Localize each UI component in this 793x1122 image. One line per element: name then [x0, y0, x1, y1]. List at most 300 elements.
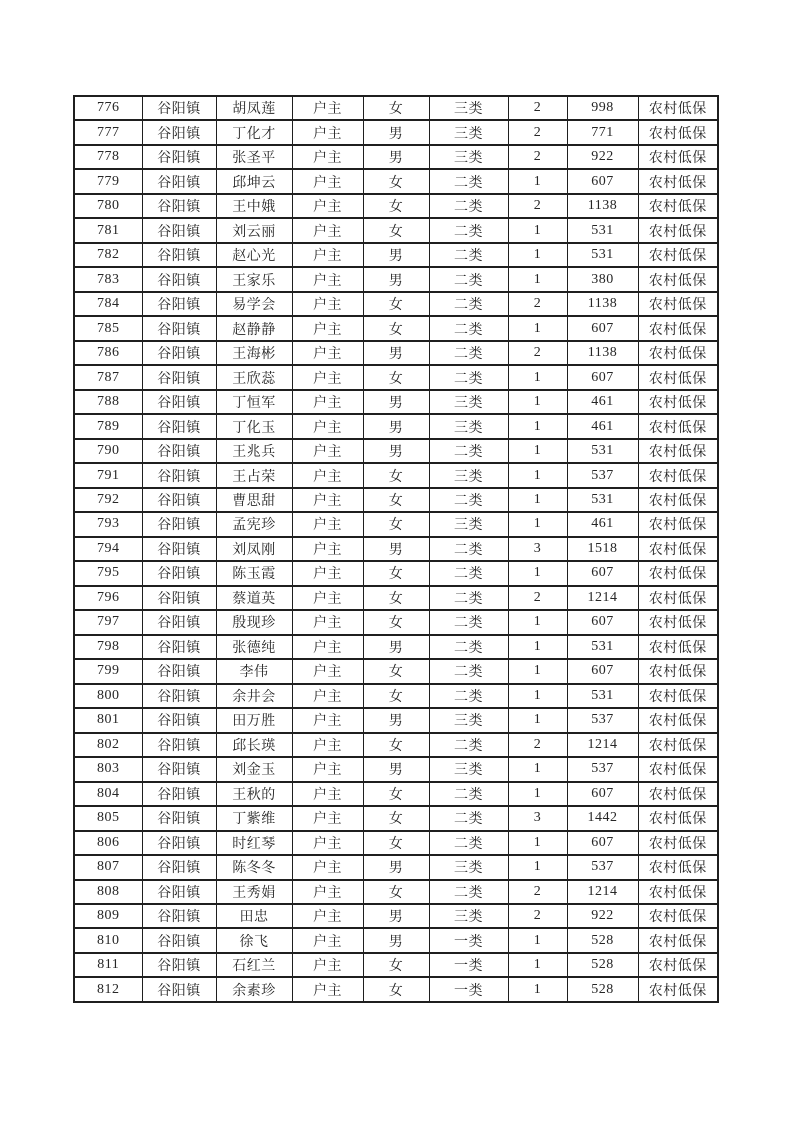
- cell-town: 谷阳镇: [142, 96, 216, 120]
- table-row: [74, 145, 718, 169]
- cell-gender: 女: [363, 953, 429, 977]
- cell-town: 谷阳镇: [142, 145, 216, 169]
- cell-relation: 户主: [292, 586, 363, 610]
- cell-name: 田忠: [216, 904, 292, 928]
- cell-town: 谷阳镇: [142, 341, 216, 365]
- cell-town: 谷阳镇: [142, 267, 216, 291]
- cell-seq: 791: [74, 463, 142, 487]
- cell-relation: 户主: [292, 904, 363, 928]
- cell-seq: 794: [74, 537, 142, 561]
- cell-relation: 户主: [292, 292, 363, 316]
- cell-seq: 809: [74, 904, 142, 928]
- cell-type: 农村低保: [638, 708, 718, 732]
- cell-count: 1: [508, 512, 567, 536]
- cell-count: 1: [508, 782, 567, 806]
- cell-amount: 607: [567, 659, 638, 683]
- table-row: [74, 463, 718, 487]
- cell-count: 2: [508, 96, 567, 120]
- cell-relation: 户主: [292, 561, 363, 585]
- cell-type: 农村低保: [638, 267, 718, 291]
- cell-amount: 537: [567, 855, 638, 879]
- cell-seq: 790: [74, 439, 142, 463]
- table-row: [74, 390, 718, 414]
- cell-type: 农村低保: [638, 537, 718, 561]
- table-row: [74, 635, 718, 659]
- cell-type: 农村低保: [638, 96, 718, 120]
- cell-relation: 户主: [292, 120, 363, 144]
- cell-seq: 788: [74, 390, 142, 414]
- cell-seq: 798: [74, 635, 142, 659]
- table-row: [74, 488, 718, 512]
- cell-name: 丁紫维: [216, 806, 292, 830]
- cell-relation: 户主: [292, 439, 363, 463]
- table-row: [74, 880, 718, 904]
- cell-town: 谷阳镇: [142, 512, 216, 536]
- cell-category: 三类: [429, 120, 508, 144]
- cell-type: 农村低保: [638, 635, 718, 659]
- cell-seq: 776: [74, 96, 142, 120]
- cell-seq: 781: [74, 218, 142, 242]
- cell-type: 农村低保: [638, 120, 718, 144]
- cell-gender: 女: [363, 659, 429, 683]
- cell-seq: 812: [74, 977, 142, 1002]
- cell-gender: 女: [363, 316, 429, 340]
- cell-amount: 607: [567, 169, 638, 193]
- cell-relation: 户主: [292, 512, 363, 536]
- cell-seq: 803: [74, 757, 142, 781]
- table-row: [74, 610, 718, 634]
- cell-name: 时红琴: [216, 831, 292, 855]
- cell-gender: 男: [363, 120, 429, 144]
- cell-category: 二类: [429, 806, 508, 830]
- cell-amount: 607: [567, 831, 638, 855]
- cell-town: 谷阳镇: [142, 292, 216, 316]
- cell-amount: 1138: [567, 341, 638, 365]
- table-row: [74, 977, 718, 1002]
- cell-count: 2: [508, 194, 567, 218]
- cell-town: 谷阳镇: [142, 218, 216, 242]
- cell-name: 殷现珍: [216, 610, 292, 634]
- cell-town: 谷阳镇: [142, 365, 216, 389]
- cell-category: 三类: [429, 414, 508, 438]
- cell-amount: 1214: [567, 880, 638, 904]
- table-row: [74, 96, 718, 120]
- cell-category: 二类: [429, 169, 508, 193]
- cell-count: 2: [508, 120, 567, 144]
- cell-relation: 户主: [292, 928, 363, 952]
- table-row: [74, 341, 718, 365]
- cell-relation: 户主: [292, 365, 363, 389]
- cell-relation: 户主: [292, 831, 363, 855]
- cell-name: 蔡道英: [216, 586, 292, 610]
- cell-category: 二类: [429, 243, 508, 267]
- cell-seq: 811: [74, 953, 142, 977]
- cell-category: 三类: [429, 96, 508, 120]
- cell-seq: 800: [74, 684, 142, 708]
- cell-category: 三类: [429, 757, 508, 781]
- table-row: [74, 561, 718, 585]
- cell-gender: 女: [363, 292, 429, 316]
- cell-name: 张德纯: [216, 635, 292, 659]
- cell-amount: 528: [567, 928, 638, 952]
- cell-type: 农村低保: [638, 561, 718, 585]
- cell-seq: 796: [74, 586, 142, 610]
- cell-seq: 792: [74, 488, 142, 512]
- table-row: [74, 684, 718, 708]
- cell-amount: 922: [567, 904, 638, 928]
- cell-gender: 女: [363, 365, 429, 389]
- table-row: [74, 439, 718, 463]
- cell-amount: 531: [567, 488, 638, 512]
- cell-amount: 1138: [567, 194, 638, 218]
- cell-count: 2: [508, 145, 567, 169]
- cell-amount: 1442: [567, 806, 638, 830]
- cell-count: 1: [508, 365, 567, 389]
- cell-category: 二类: [429, 586, 508, 610]
- cell-name: 丁化才: [216, 120, 292, 144]
- cell-seq: 779: [74, 169, 142, 193]
- cell-name: 石红兰: [216, 953, 292, 977]
- cell-town: 谷阳镇: [142, 880, 216, 904]
- cell-town: 谷阳镇: [142, 390, 216, 414]
- cell-gender: 男: [363, 341, 429, 365]
- cell-count: 2: [508, 880, 567, 904]
- cell-count: 1: [508, 439, 567, 463]
- cell-seq: 777: [74, 120, 142, 144]
- cell-town: 谷阳镇: [142, 928, 216, 952]
- table-body: [74, 96, 718, 1002]
- cell-seq: 801: [74, 708, 142, 732]
- cell-seq: 786: [74, 341, 142, 365]
- cell-seq: 810: [74, 928, 142, 952]
- cell-count: 1: [508, 635, 567, 659]
- cell-town: 谷阳镇: [142, 806, 216, 830]
- cell-amount: 461: [567, 390, 638, 414]
- cell-category: 一类: [429, 928, 508, 952]
- cell-town: 谷阳镇: [142, 610, 216, 634]
- cell-gender: 女: [363, 96, 429, 120]
- cell-category: 二类: [429, 439, 508, 463]
- cell-name: 王海彬: [216, 341, 292, 365]
- cell-name: 王秋的: [216, 782, 292, 806]
- cell-gender: 女: [363, 782, 429, 806]
- cell-amount: 607: [567, 782, 638, 806]
- cell-gender: 女: [363, 733, 429, 757]
- table-row: [74, 316, 718, 340]
- cell-count: 1: [508, 390, 567, 414]
- cell-town: 谷阳镇: [142, 586, 216, 610]
- cell-town: 谷阳镇: [142, 855, 216, 879]
- cell-gender: 女: [363, 194, 429, 218]
- cell-name: 赵静静: [216, 316, 292, 340]
- cell-town: 谷阳镇: [142, 659, 216, 683]
- cell-gender: 女: [363, 488, 429, 512]
- cell-type: 农村低保: [638, 977, 718, 1002]
- table-row: [74, 928, 718, 952]
- cell-amount: 537: [567, 708, 638, 732]
- cell-amount: 607: [567, 365, 638, 389]
- cell-category: 二类: [429, 365, 508, 389]
- cell-relation: 户主: [292, 218, 363, 242]
- cell-category: 二类: [429, 831, 508, 855]
- cell-type: 农村低保: [638, 953, 718, 977]
- cell-gender: 男: [363, 243, 429, 267]
- cell-name: 余素珍: [216, 977, 292, 1002]
- cell-name: 王家乐: [216, 267, 292, 291]
- cell-count: 1: [508, 267, 567, 291]
- cell-name: 邱长瑛: [216, 733, 292, 757]
- cell-town: 谷阳镇: [142, 243, 216, 267]
- cell-amount: 1518: [567, 537, 638, 561]
- cell-gender: 男: [363, 537, 429, 561]
- cell-gender: 女: [363, 977, 429, 1002]
- cell-seq: 797: [74, 610, 142, 634]
- cell-count: 1: [508, 757, 567, 781]
- cell-relation: 户主: [292, 953, 363, 977]
- cell-type: 农村低保: [638, 733, 718, 757]
- cell-name: 陈冬冬: [216, 855, 292, 879]
- table-row: [74, 292, 718, 316]
- cell-amount: 998: [567, 96, 638, 120]
- cell-gender: 女: [363, 586, 429, 610]
- cell-name: 王欣蕊: [216, 365, 292, 389]
- cell-category: 一类: [429, 977, 508, 1002]
- cell-seq: 795: [74, 561, 142, 585]
- cell-seq: 780: [74, 194, 142, 218]
- cell-relation: 户主: [292, 463, 363, 487]
- cell-town: 谷阳镇: [142, 537, 216, 561]
- cell-gender: 女: [363, 561, 429, 585]
- cell-name: 刘云丽: [216, 218, 292, 242]
- cell-count: 2: [508, 292, 567, 316]
- cell-name: 丁恒军: [216, 390, 292, 414]
- cell-type: 农村低保: [638, 512, 718, 536]
- cell-name: 刘金玉: [216, 757, 292, 781]
- cell-type: 农村低保: [638, 365, 718, 389]
- cell-amount: 380: [567, 267, 638, 291]
- cell-category: 三类: [429, 390, 508, 414]
- cell-category: 二类: [429, 733, 508, 757]
- cell-gender: 女: [363, 169, 429, 193]
- cell-relation: 户主: [292, 267, 363, 291]
- table-row: [74, 782, 718, 806]
- cell-count: 3: [508, 537, 567, 561]
- cell-relation: 户主: [292, 757, 363, 781]
- cell-town: 谷阳镇: [142, 635, 216, 659]
- cell-count: 1: [508, 659, 567, 683]
- cell-seq: 782: [74, 243, 142, 267]
- cell-amount: 528: [567, 977, 638, 1002]
- cell-amount: 531: [567, 684, 638, 708]
- cell-count: 1: [508, 977, 567, 1002]
- cell-seq: 808: [74, 880, 142, 904]
- cell-relation: 户主: [292, 96, 363, 120]
- cell-type: 农村低保: [638, 169, 718, 193]
- cell-relation: 户主: [292, 782, 363, 806]
- cell-name: 王中娥: [216, 194, 292, 218]
- cell-name: 丁化玉: [216, 414, 292, 438]
- cell-town: 谷阳镇: [142, 561, 216, 585]
- cell-amount: 1138: [567, 292, 638, 316]
- cell-relation: 户主: [292, 316, 363, 340]
- cell-category: 三类: [429, 708, 508, 732]
- cell-amount: 531: [567, 218, 638, 242]
- cell-gender: 男: [363, 145, 429, 169]
- cell-seq: 802: [74, 733, 142, 757]
- cell-amount: 537: [567, 757, 638, 781]
- cell-town: 谷阳镇: [142, 414, 216, 438]
- cell-name: 王秀娟: [216, 880, 292, 904]
- cell-category: 二类: [429, 880, 508, 904]
- cell-amount: 531: [567, 439, 638, 463]
- cell-gender: 男: [363, 390, 429, 414]
- cell-relation: 户主: [292, 708, 363, 732]
- cell-amount: 1214: [567, 733, 638, 757]
- cell-type: 农村低保: [638, 757, 718, 781]
- table-row: [74, 243, 718, 267]
- cell-seq: 787: [74, 365, 142, 389]
- cell-category: 二类: [429, 194, 508, 218]
- cell-relation: 户主: [292, 194, 363, 218]
- cell-count: 2: [508, 904, 567, 928]
- cell-relation: 户主: [292, 243, 363, 267]
- cell-type: 农村低保: [638, 439, 718, 463]
- table-row: [74, 806, 718, 830]
- cell-count: 1: [508, 169, 567, 193]
- table-row: [74, 194, 718, 218]
- cell-count: 1: [508, 831, 567, 855]
- cell-relation: 户主: [292, 684, 363, 708]
- cell-relation: 户主: [292, 341, 363, 365]
- cell-relation: 户主: [292, 806, 363, 830]
- cell-count: 1: [508, 928, 567, 952]
- cell-gender: 女: [363, 831, 429, 855]
- cell-category: 二类: [429, 659, 508, 683]
- cell-count: 1: [508, 243, 567, 267]
- cell-town: 谷阳镇: [142, 733, 216, 757]
- table-row: [74, 414, 718, 438]
- cell-gender: 男: [363, 414, 429, 438]
- cell-category: 二类: [429, 782, 508, 806]
- cell-relation: 户主: [292, 414, 363, 438]
- cell-type: 农村低保: [638, 341, 718, 365]
- cell-relation: 户主: [292, 880, 363, 904]
- cell-name: 李伟: [216, 659, 292, 683]
- cell-name: 王兆兵: [216, 439, 292, 463]
- welfare-roster-table: [73, 95, 719, 1003]
- cell-name: 田万胜: [216, 708, 292, 732]
- cell-type: 农村低保: [638, 782, 718, 806]
- cell-name: 曹思甜: [216, 488, 292, 512]
- cell-count: 2: [508, 733, 567, 757]
- cell-gender: 男: [363, 855, 429, 879]
- cell-seq: 789: [74, 414, 142, 438]
- cell-gender: 男: [363, 708, 429, 732]
- table-row: [74, 512, 718, 536]
- cell-relation: 户主: [292, 610, 363, 634]
- cell-category: 三类: [429, 904, 508, 928]
- cell-type: 农村低保: [638, 904, 718, 928]
- cell-category: 三类: [429, 512, 508, 536]
- table-row: [74, 757, 718, 781]
- cell-amount: 537: [567, 463, 638, 487]
- cell-type: 农村低保: [638, 488, 718, 512]
- cell-type: 农村低保: [638, 390, 718, 414]
- cell-town: 谷阳镇: [142, 488, 216, 512]
- table-row: [74, 218, 718, 242]
- cell-type: 农村低保: [638, 610, 718, 634]
- table-row: [74, 904, 718, 928]
- cell-name: 刘凤刚: [216, 537, 292, 561]
- cell-gender: 女: [363, 463, 429, 487]
- cell-category: 二类: [429, 684, 508, 708]
- cell-town: 谷阳镇: [142, 757, 216, 781]
- table-row: [74, 831, 718, 855]
- cell-amount: 461: [567, 414, 638, 438]
- cell-amount: 1214: [567, 586, 638, 610]
- table-row: [74, 855, 718, 879]
- cell-category: 三类: [429, 463, 508, 487]
- cell-category: 一类: [429, 953, 508, 977]
- cell-type: 农村低保: [638, 806, 718, 830]
- cell-count: 1: [508, 316, 567, 340]
- cell-town: 谷阳镇: [142, 782, 216, 806]
- cell-category: 二类: [429, 610, 508, 634]
- cell-gender: 女: [363, 218, 429, 242]
- cell-amount: 607: [567, 561, 638, 585]
- cell-category: 二类: [429, 292, 508, 316]
- cell-category: 二类: [429, 341, 508, 365]
- cell-type: 农村低保: [638, 659, 718, 683]
- cell-type: 农村低保: [638, 194, 718, 218]
- cell-amount: 607: [567, 610, 638, 634]
- cell-count: 3: [508, 806, 567, 830]
- cell-relation: 户主: [292, 169, 363, 193]
- cell-name: 易学会: [216, 292, 292, 316]
- cell-name: 徐飞: [216, 928, 292, 952]
- cell-count: 1: [508, 953, 567, 977]
- cell-type: 农村低保: [638, 292, 718, 316]
- table-row: [74, 586, 718, 610]
- cell-name: 王占荣: [216, 463, 292, 487]
- cell-category: 二类: [429, 635, 508, 659]
- cell-relation: 户主: [292, 145, 363, 169]
- cell-seq: 793: [74, 512, 142, 536]
- cell-name: 张圣平: [216, 145, 292, 169]
- cell-relation: 户主: [292, 733, 363, 757]
- table-row: [74, 708, 718, 732]
- cell-gender: 男: [363, 904, 429, 928]
- cell-count: 1: [508, 463, 567, 487]
- cell-relation: 户主: [292, 855, 363, 879]
- cell-town: 谷阳镇: [142, 316, 216, 340]
- cell-category: 二类: [429, 488, 508, 512]
- cell-seq: 806: [74, 831, 142, 855]
- cell-relation: 户主: [292, 635, 363, 659]
- cell-relation: 户主: [292, 390, 363, 414]
- cell-relation: 户主: [292, 659, 363, 683]
- cell-name: 陈玉霞: [216, 561, 292, 585]
- cell-category: 二类: [429, 537, 508, 561]
- cell-town: 谷阳镇: [142, 194, 216, 218]
- cell-count: 2: [508, 341, 567, 365]
- cell-name: 孟宪珍: [216, 512, 292, 536]
- cell-gender: 男: [363, 757, 429, 781]
- cell-seq: 785: [74, 316, 142, 340]
- cell-type: 农村低保: [638, 586, 718, 610]
- cell-town: 谷阳镇: [142, 120, 216, 144]
- cell-town: 谷阳镇: [142, 904, 216, 928]
